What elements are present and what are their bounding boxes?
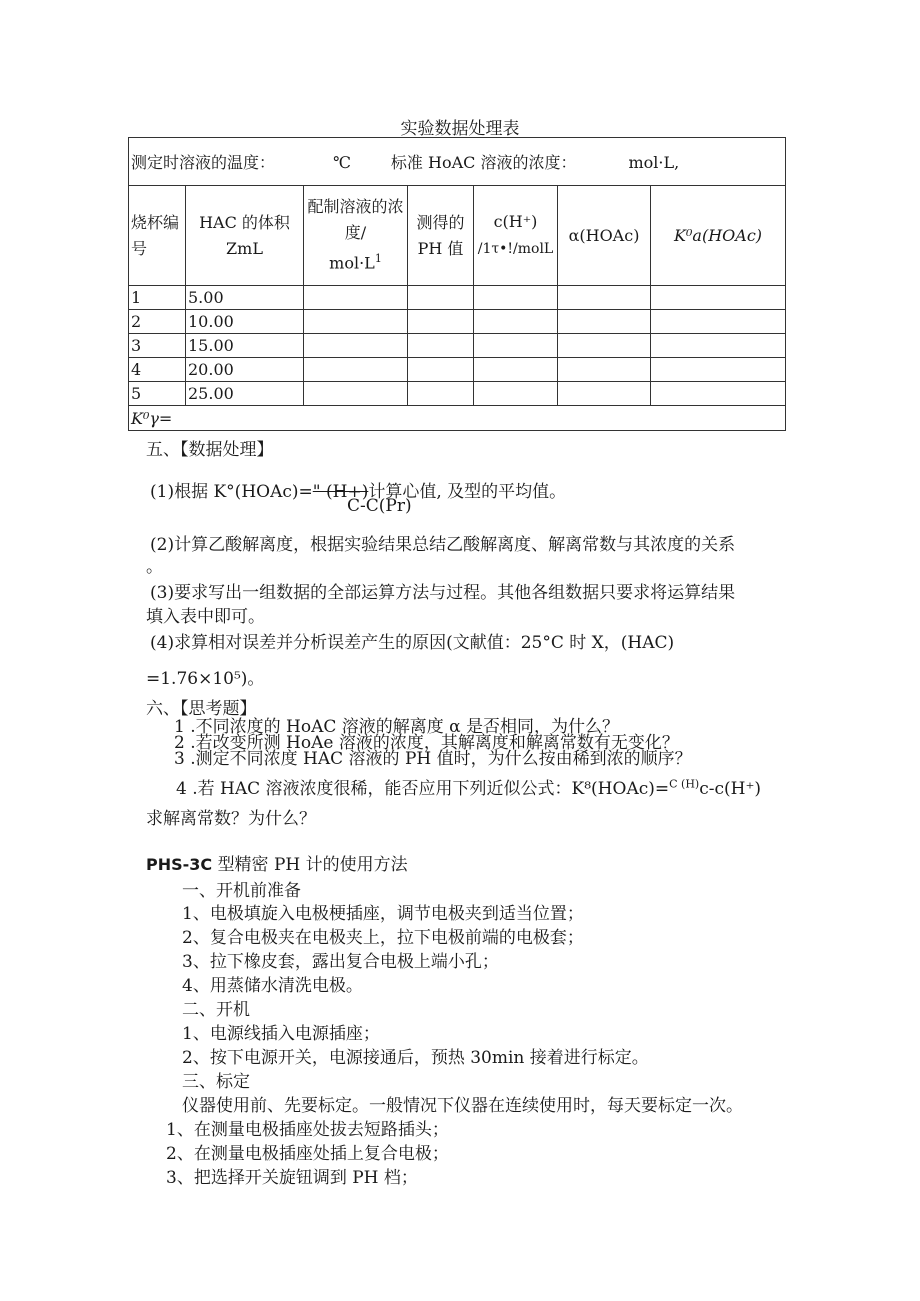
- col-ch: c(H⁺) /1τ•!/molL: [474, 186, 558, 286]
- section5-item2-line2: 。: [146, 557, 163, 577]
- temperature-label: 测定时溶液的温度：: [131, 153, 276, 172]
- section5-item1-formula: C-C(Pr): [347, 496, 412, 516]
- section5-item4-line2: =1.76×10⁵)。: [146, 669, 265, 689]
- phs-p1-4: 4、用蒸储水清洗电极。: [182, 976, 363, 996]
- table-row: [129, 334, 786, 358]
- table-row: [129, 286, 786, 310]
- row-volume: 25.00: [186, 382, 304, 406]
- phs-p3-2: 2、在测量电极插座处插上复合电极；: [166, 1144, 449, 1164]
- phs-title: PHS-3C 型精密 PH 计的使用方法: [146, 855, 408, 875]
- data-table: [128, 137, 786, 431]
- k-mean-row: [129, 406, 786, 431]
- section5-item1: (1)根据 K°(HOAc)=" (H+)计算心值, 及型的平均值。: [150, 482, 567, 502]
- table-row: [129, 310, 786, 334]
- question-3: 3 .测定不同浓度 HAC 溶液的 PH 值时，为什么按由稀到浓的顺序？: [174, 749, 692, 769]
- table-row: [129, 358, 786, 382]
- row-no: 5: [129, 382, 186, 406]
- phs-p3-3: 3、把选择开关旋钮调到 PH 档；: [166, 1168, 418, 1188]
- row-volume: 10.00: [186, 310, 304, 334]
- col-concentration: 配制溶液的浓度/ $mol\cdot L^1$: [304, 186, 408, 286]
- col-alpha: α(HOAc): [558, 186, 651, 286]
- col-beaker: 烧杯编号: [129, 186, 186, 286]
- section5-heading: 五、【数据处理】: [146, 440, 274, 460]
- col-ka: K⁰a(HOAc): [651, 186, 786, 286]
- row-no: 1: [129, 286, 186, 310]
- col-volume: HAC 的体积 ZmL: [186, 186, 304, 286]
- conditions-cell: [129, 138, 786, 186]
- section5-item4-line1: (4)求算相对误差并分析误差产生的原因(文献值：25°C 时 X，(HAC): [150, 633, 675, 653]
- section5-item2-line1: (2)计算乙酸解离度，根据实验结果总结乙酸解离度、解离常数与其浓度的关系: [150, 535, 736, 555]
- phs-part3: 三、标定: [182, 1072, 250, 1092]
- phs-p1-2: 2、复合电极夹在电极夹上，拉下电极前端的电极套；: [182, 928, 584, 948]
- conditions-row: [129, 138, 786, 186]
- row-no: 2: [129, 310, 186, 334]
- col-ph: 测得的 PH 值: [408, 186, 474, 286]
- section5-item3-line1: (3)要求写出一组数据的全部运算方法与过程。其他各组数据只要求将运算结果: [150, 583, 736, 603]
- phs-p3-intro: 仪器使用前、先要标定。一般情况下仪器在连续使用时，每天要标定一次。: [182, 1096, 743, 1116]
- row-volume: 20.00: [186, 358, 304, 382]
- phs-p2-2: 2、按下电源开关，电源接通后，预热 30min 接着进行标定。: [182, 1048, 649, 1068]
- phs-p1-3: 3、拉下橡皮套，露出复合电极上端小孔；: [182, 952, 499, 972]
- row-no: 4: [129, 358, 186, 382]
- phs-p3-1: 1、在测量电极插座处拔去短路插头；: [166, 1120, 449, 1140]
- question-2: 2 .若改变所测 HoAe 溶液的浓度，其解离度和解离常数有无变化？: [174, 733, 679, 753]
- phs-part2: 二、开机: [182, 1000, 250, 1020]
- table-row: [129, 382, 786, 406]
- question-4-line1: 4 .若 HAC 溶液浓度很稀，能否应用下列近似公式：K⁸(HOAc)=$^{C (H)}$c-c(H⁺): [176, 777, 762, 799]
- section5-item3-line2: 填入表中即可。: [146, 607, 265, 627]
- k-mean: K⁰γ=: [129, 406, 786, 431]
- phs-p1-1: 1、电极填旋入电极梗插座，调节电极夹到适当位置；: [182, 904, 584, 924]
- phs-part1: 一、开机前准备: [182, 881, 301, 901]
- concentration-label: 标准 HoAC 溶液的浓度：: [390, 153, 577, 172]
- row-no: 3: [129, 334, 186, 358]
- table-title: 实验数据处理表: [400, 119, 520, 139]
- row-volume: 15.00: [186, 334, 304, 358]
- section6-heading: 六、【思考题】: [146, 699, 257, 719]
- concentration-unit: mol·L,: [628, 153, 680, 172]
- phs-p2-1: 1、电源线插入电源插座；: [182, 1024, 380, 1044]
- header-row: [129, 186, 786, 286]
- temperature-unit: ℃: [333, 153, 351, 172]
- question-1: 1 .不同浓度的 HoAC 溶液的解离度 α 是否相同，为什么？: [174, 717, 620, 737]
- question-4-line2: 求解离常数？为什么？: [146, 809, 316, 829]
- row-volume: 5.00: [186, 286, 304, 310]
